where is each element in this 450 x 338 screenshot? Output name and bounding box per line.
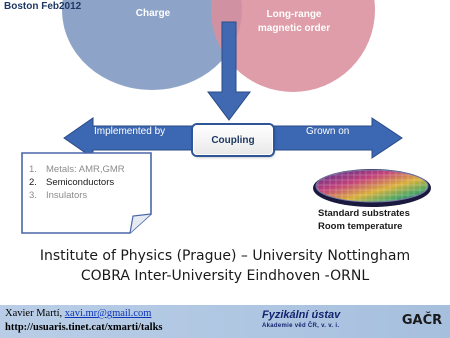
- wafer-image: [313, 169, 431, 207]
- institutions-line-1: Institute of Physics (Prague) – University Nottingham: [39, 248, 411, 264]
- list-item-number: 1.: [29, 164, 37, 175]
- grown-on-label: Grown on: [306, 126, 350, 137]
- coupling-box: [193, 125, 273, 155]
- charge-label: Charge: [135, 8, 171, 19]
- list-item: [29, 163, 147, 176]
- list-item: [29, 189, 147, 202]
- implemented-by-label: Implemented by: [94, 126, 166, 137]
- institutions-line-2: COBRA Inter-University Eindhoven -ORNL: [80, 267, 370, 284]
- list-item-number: 2.: [29, 177, 37, 189]
- implementations-list: [29, 163, 147, 202]
- author-name: Xavier Martí,: [5, 308, 63, 319]
- fzu-logo-text: Fyzikální ústav: [262, 309, 341, 321]
- list-item-label: Metals: AMR,GMR: [46, 164, 125, 175]
- list-item-label: Semiconductors: [46, 177, 115, 189]
- author-email-link[interactable]: xavi.mr@gmail.com: [64, 308, 152, 319]
- talks-url[interactable]: http://usuaris.tinet.cat/xmarti/talks: [5, 322, 163, 333]
- list-item: [29, 176, 147, 189]
- institutions-text: [0, 247, 450, 287]
- footer-author: [5, 308, 151, 319]
- list-item-label: Insulators: [46, 190, 88, 202]
- substrate-line-2: Room temperature: [318, 221, 403, 233]
- fzu-logo-subtext: Akademie věd ČR, v. v. i.: [262, 323, 340, 329]
- list-item-number: 3.: [29, 190, 37, 202]
- coupling-label: Coupling: [211, 134, 255, 146]
- event-label: Boston Feb2012: [4, 1, 82, 12]
- substrate-caption: [318, 207, 410, 234]
- magnetic-order-label: Long-range magnetic order: [257, 9, 331, 34]
- gacr-logo-text: GAČR: [401, 313, 443, 328]
- substrate-line-1: Standard substrates: [318, 208, 410, 219]
